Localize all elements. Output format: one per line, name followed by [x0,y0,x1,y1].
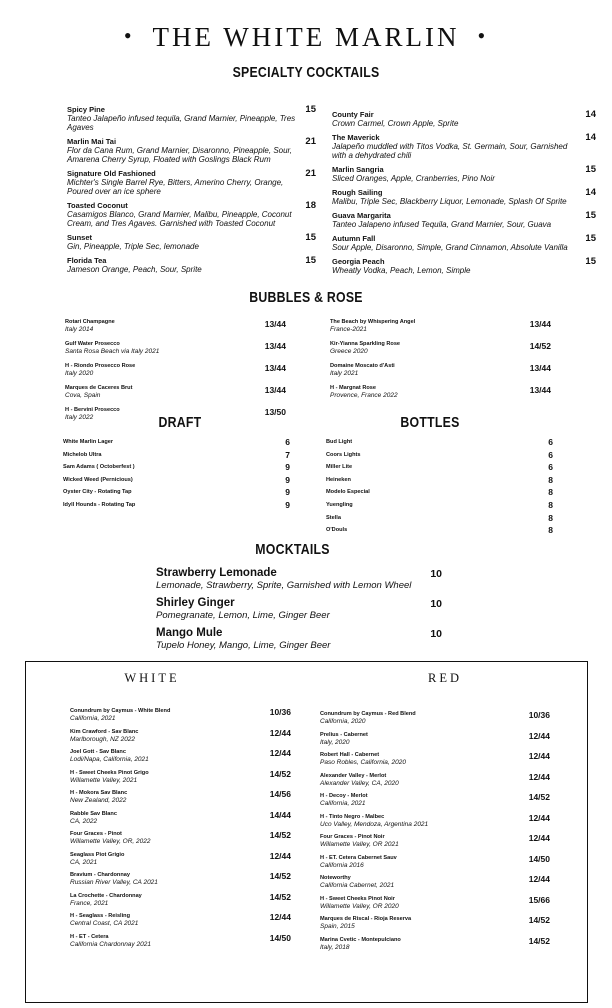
item-name: Sam Adams ( Octoberfest ) [63,464,135,471]
item-price: 8 [548,487,553,498]
white-heading: WHITE [124,671,180,685]
item-name: Prelius - Cabernet [320,731,368,738]
item-description: Spain, 2015 [320,923,355,930]
bottle-item [326,451,553,464]
item-name: Heineken [326,476,351,483]
bottle-item [326,526,553,539]
wine-item [320,875,550,890]
item-price: 12/44 [269,850,291,861]
item-price: 8 [548,499,553,510]
item-price: 14 [585,109,596,120]
title-dot-left: • [123,23,135,48]
cocktail-item [332,211,596,229]
item-description: Greece 2020 [330,348,368,355]
item-description: California Cabernet, 2021 [320,882,395,889]
item-price: 13/44 [264,319,286,329]
sparkling-item [330,341,551,356]
item-price: 10 [430,568,442,580]
wine-item [70,770,291,785]
item-name: Marques de Caceres Brut [65,385,133,391]
draft-heading: DRAFT [158,414,202,431]
item-description: California, 2021 [320,800,366,807]
item-price: 12/44 [528,874,550,884]
item-name: Marina Cvetic - Montepulciano [320,936,401,943]
cocktail-item [67,256,316,274]
item-price: 15 [585,210,596,221]
cocktail-item [332,234,596,252]
item-name: Rabble Sav Blanc [70,810,117,817]
item-price: 9 [285,474,290,485]
item-price: 12/44 [269,912,291,922]
wine-item [70,790,291,805]
item-name: Signature Old Fashioned [67,169,156,178]
sparkling-item [330,363,551,378]
item-description: Gin, Pineapple, Triple Sec, lemonade [67,242,199,251]
bottle-item [326,514,553,527]
item-name: Rotari Champagne [65,319,115,325]
item-price: 6 [285,437,290,447]
item-price: 14/52 [529,341,551,351]
cocktail-item [67,169,316,196]
item-description: Italy 2022 [65,414,94,421]
item-description: CA, 2022 [70,817,98,825]
item-name: Bravium - Chardonnay [70,872,130,878]
item-price: 12/44 [528,833,550,843]
wine-item [70,893,291,908]
bottle-item [326,488,553,501]
bubbles-right-list [330,319,551,407]
draft-item [63,463,290,476]
item-description: Flor da Cana Rum, Grand Marnier, Disaronno, Pineapple, Sour, Amarena Cherry Syrup, Floated with Goslings Black Rum [67,146,293,164]
item-description: Tanteo Jalapeño infused tequila, Grand Marnier, Pineapple, Tres Agaves [67,114,296,132]
wine-item [320,814,550,829]
item-price: 6 [548,437,553,447]
item-description: Italy, 2018 [320,943,350,951]
wine-item [320,896,550,911]
item-name: Bud Light [326,439,353,445]
bottles-heading: BOTTLES [400,414,460,431]
item-price: 10 [430,598,442,610]
item-price: 14/52 [269,891,291,902]
item-name: H - Decoy - Merlot [320,793,368,799]
item-price: 14/52 [269,830,291,840]
item-price: 13/44 [264,385,286,395]
wine-item [70,811,291,826]
item-name: Gulf Water Prosecco [65,341,120,347]
item-description: Provence, France 2022 [330,392,398,399]
bottle-item [326,476,553,489]
wine-item [70,934,291,949]
cocktail-item [332,165,596,183]
item-name: Autumn Fall [332,234,376,243]
item-name: Sunset [67,233,93,242]
item-description: California, 2021 [70,715,116,722]
item-name: Rough Sailing [332,188,383,197]
mocktails-list [156,567,442,657]
item-name: H - ET. Cetera Cabernet Sauv [320,854,397,861]
item-price: 12/44 [269,727,291,738]
item-price: 8 [548,525,553,536]
wine-item [70,831,291,846]
item-description: Tanteo Jalapeno infused Tequila, Grand Marnier, Sour, Guava [332,220,552,229]
mocktail-item [156,597,442,621]
item-price: 14/56 [269,789,291,799]
bottle-item [326,438,553,451]
item-description: Tupelo Honey, Mango, Lime, Ginger Beer [156,640,331,651]
item-description: Lodi/Napa, California, 2021 [70,756,149,763]
item-price: 8 [548,474,553,485]
item-name: The Beach by Whispering Angel [330,319,416,325]
cocktail-item [332,188,596,206]
item-description: Alexander Valley, CA, 2020 [320,779,399,787]
item-description: California 2016 [320,861,364,869]
wine-item [70,708,291,723]
wine-item [320,916,550,931]
item-description: Russian River Valley, CA 2021 [70,879,158,886]
item-name: Marlin Mai Tai [67,137,117,146]
item-price: 10/36 [269,707,291,717]
wine-item [320,732,550,747]
item-name: Four Graces - Pinot Noir [320,834,385,840]
item-name: Coors Lights [326,451,361,458]
item-price: 14/52 [528,792,550,802]
item-price: 12/44 [269,748,291,758]
cocktail-item [332,110,596,128]
item-name: Shirley Ginger [156,597,235,609]
item-name: H - ET - Cetera [70,933,109,940]
item-name: H - Tinto Negro - Malbec [320,813,385,820]
red-heading: RED [428,671,462,685]
item-description: Michter's Single Barrel Rye, Bitters, Amerino Cherry, Orange, Poured over an ice sphere [67,178,284,196]
item-price: 9 [285,462,290,473]
mocktails-heading: MOCKTAILS [255,541,330,558]
cocktail-item [332,133,596,160]
item-name: Spicy Pine [67,105,105,114]
item-price: 14 [585,187,596,198]
item-name: White Marlin Lager [63,439,114,445]
item-name: Georgia Peach [332,257,385,266]
draft-list [63,438,290,514]
item-description: Italy, 2020 [320,738,350,746]
item-price: 14/50 [269,932,291,943]
item-name: Toasted Coconut [67,201,128,210]
item-description: CA, 2021 [70,858,98,866]
item-description: Crown Carmel, Crown Apple, Sprite [332,119,459,128]
red-wine-list [320,711,550,957]
item-name: Modelo Especial [326,489,370,496]
restaurant-title [0,22,612,53]
cocktail-item [67,201,316,228]
item-description: Jalapeño muddled with Titos Vodka, St. Germain, Sour, Garnished with a dehydrated chili [332,142,568,160]
item-description: Central Coast, CA 2021 [70,920,139,927]
item-name: Kim Crawford - Sav Blanc [70,728,139,735]
item-price: 13/44 [529,385,551,395]
draft-item [63,488,290,501]
item-price: 13/44 [529,363,551,373]
bottles-list [326,438,553,539]
item-name: Robert Hall - Cabernet [320,752,380,758]
item-price: 8 [548,512,553,523]
item-name: H - Riondo Prosecco Rose [65,363,136,369]
item-description: France-2021 [330,326,367,333]
item-name: Michelob Ultra [63,451,102,458]
item-name: Guava Margarita [332,211,391,220]
item-description: Italy 2014 [65,326,94,333]
item-name: H - Sweet Cheeks Pinot Grigo [70,769,149,776]
wine-item [320,793,550,808]
item-name: H - Bervini Prosecco [65,407,120,413]
item-price: 15 [585,233,596,244]
item-price: 12/44 [528,771,550,782]
item-name: Domaine Moscato d'Asti [330,363,395,369]
item-name: Marlin Sangria [332,165,384,174]
wine-item [70,749,291,764]
item-name: County Fair [332,110,374,119]
title-dot-right: • [477,23,489,48]
item-price: 14/52 [528,935,550,946]
item-description: Sour Apple, Disaronno, Simple, Grand Cinnamon, Absolute Vanilla [332,243,568,252]
item-name: Miller Lite [326,464,353,471]
draft-item [63,451,290,464]
item-description: Italy 2021 [330,370,359,377]
item-description: Willamette Valley, OR 2021 [320,841,399,848]
item-description: Willamette Valley, 2021 [70,776,138,784]
item-price: 10/36 [528,710,550,720]
item-name: Florida Tea [67,256,107,265]
item-name: Wicked Weed (Pernicious) [63,476,133,483]
item-name: Kir-Yianna Sparkling Rose [330,341,401,347]
sparkling-item [330,385,551,400]
item-description: Casamigos Blanco, Grand Marnier, Malibu, Pineapple, Coconut Cream, and Tres Agaves. Garnished with Toasted Coconut [67,210,292,228]
wine-item [70,872,291,887]
item-price: 13/44 [264,341,286,351]
wine-item [320,711,550,726]
item-name: Strawberry Lemonade [156,567,277,579]
item-description: Lemonade, Strawberry, Sprite, Garnished with Lemon Wheel [156,580,412,591]
item-description: Cova, Spain [65,392,101,399]
bubbles-left-list [65,319,286,429]
item-price: 14/44 [269,809,291,820]
item-name: Conundrum by Caymus - White Blend [70,708,171,714]
item-name: Oyster City - Rotating Tap [63,489,132,496]
item-price: 7 [285,449,290,460]
item-name: H - Margnat Rose [330,385,376,391]
item-name: O'Douls [326,527,348,534]
item-description: Willamette Valley, OR 2020 [320,902,399,910]
item-description: Jameson Orange, Peach, Sour, Sprite [67,265,202,274]
item-name: H - Seaglass - Reisling [70,913,130,919]
item-price: 12/44 [528,751,550,761]
item-price: 14/52 [528,915,550,925]
item-price: 15 [585,164,596,175]
cocktail-item [67,233,316,251]
item-price: 15 [305,232,316,243]
sparkling-item [330,319,551,334]
item-name: Four Graces - Pinot [70,831,122,837]
item-description: Uco Valley, Mendoza, Argentina 2021 [320,820,429,828]
wine-item [70,729,291,744]
wine-item [320,937,550,952]
item-price: 14/52 [269,768,291,779]
white-wine-list [70,708,291,954]
bottle-item [326,463,553,476]
item-price: 14/50 [528,853,550,864]
wine-item [320,855,550,870]
sparkling-item [65,385,286,400]
item-price: 13/50 [264,407,286,417]
item-description: New Zealand, 2022 [70,797,127,804]
item-price: 12/44 [528,812,550,823]
sparkling-item [65,319,286,334]
item-price: 21 [305,136,316,147]
item-description: Paso Robles, California, 2020 [320,759,406,766]
item-price: 15/66 [528,894,550,905]
draft-item [63,476,290,489]
item-name: Seaglass Piot Grigio [70,851,125,858]
sparkling-item [65,363,286,378]
item-name: H - Sweet Cheeks Pinot Noir [320,895,395,902]
wine-item [70,852,291,867]
item-name: Mango Mule [156,627,223,639]
item-description: Santa Rosa Beach via Italy 2021 [65,348,160,355]
item-name: H - Mokora Sav Blanc [70,790,128,796]
item-description: Marlborough, NZ 2022 [70,735,136,743]
item-name: Joel Gott - Sav Blanc [70,749,126,755]
title-text: THE WHITE MARLIN [152,22,460,52]
item-price: 15 [305,255,316,266]
item-price: 13/44 [264,363,286,373]
item-name: La Crochette - Chardonnay [70,892,142,899]
item-description: California, 2020 [320,718,366,725]
item-price: 10 [430,628,442,640]
item-description: Pomegranate, Lemon, Lime, Ginger Beer [156,610,330,621]
item-name: Conundrum by Caymus - Red Blend [320,711,416,717]
item-description: California Chardonnay 2021 [70,940,151,948]
cocktail-item [332,257,596,275]
draft-item [63,438,290,451]
specialty-right-list [332,110,596,280]
specialty-heading: SPECIALTY COCKTAILS [232,64,380,81]
item-price: 9 [285,499,290,510]
wine-item [320,773,550,788]
mocktail-item [156,627,442,651]
item-price: 21 [305,168,316,179]
item-name: Noteworthy [320,875,351,881]
wine-item [320,834,550,849]
draft-item [63,501,290,514]
item-name: Idyll Hounds - Rotating Tap [63,501,136,508]
wine-item [70,913,291,928]
item-name: The Maverick [332,133,380,142]
item-price: 14 [585,132,596,143]
item-description: Sliced Oranges, Apple, Cranberries, Pino Noir [332,174,495,183]
item-description: Willamette Valley, OR, 2022 [70,838,151,845]
item-name: Alexander Valley - Merlot [320,772,387,779]
mocktail-item [156,567,442,591]
cocktail-item [67,137,316,164]
item-name: Marques de Riscal - Rioja Reserva [320,916,412,922]
item-description: France, 2021 [70,899,109,907]
wine-item [320,752,550,767]
item-price: 13/44 [529,319,551,329]
specialty-left-list [67,105,316,279]
item-price: 14/52 [269,871,291,881]
bubbles-heading: BUBBLES & ROSE [249,289,363,306]
item-name: Stella [326,514,341,521]
item-description: Italy 2020 [65,370,94,377]
item-price: 6 [548,462,553,473]
item-price: 18 [305,200,316,211]
sparkling-item [65,341,286,356]
item-description: Wheatly Vodka, Peach, Lemon, Simple [332,266,471,275]
bottle-item [326,501,553,514]
item-name: Yuengling [326,501,353,508]
item-price: 9 [285,487,290,498]
item-price: 15 [305,104,316,115]
cocktail-item [67,105,316,132]
item-description: Malibu, Triple Sec, Blackberry Liquor, Lemonade, Splash Of Sprite [332,197,567,206]
item-price: 15 [585,256,596,267]
item-price: 6 [548,449,553,460]
item-price: 12/44 [528,730,550,741]
